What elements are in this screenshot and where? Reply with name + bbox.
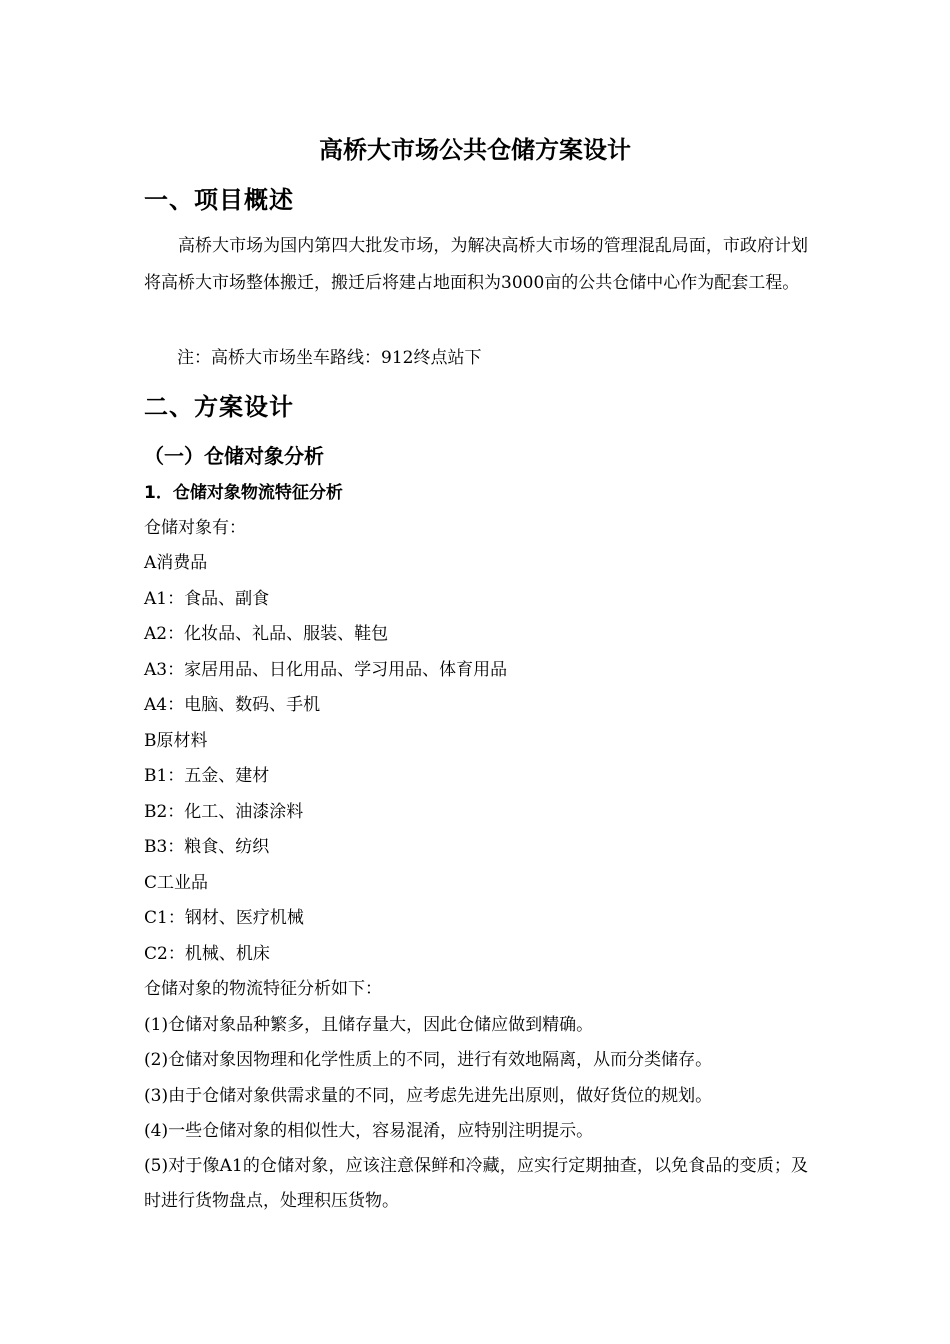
list-item: B原材料: [144, 731, 208, 751]
list-item: C1：钢材、医疗机械: [144, 908, 304, 928]
section-heading-design: 二、方案设计: [144, 393, 294, 421]
list-item: A4：电脑、数码、手机: [144, 695, 321, 715]
list-item: A2：化妆品、礼品、服装、鞋包: [144, 624, 389, 644]
list-item: C工业品: [144, 873, 209, 893]
analysis-item: (4)一些仓储对象的相似性大，容易混淆，应特别注明提示。: [144, 1121, 594, 1141]
route-note: 注：高桥大市场坐车路线：912终点站下: [177, 348, 482, 368]
analysis-item: (1)仓储对象品种繁多，且储存量大，因此仓储应做到精确。: [144, 1015, 594, 1035]
document-title: 高桥大市场公共仓储方案设计: [319, 136, 631, 164]
subsection-heading-storage-object: （一）仓储对象分析: [144, 444, 324, 468]
list-item: A3：家居用品、日化用品、学习用品、体育用品: [144, 660, 508, 680]
analysis-item: (3)由于仓储对象供需求量的不同，应考虑先进先出原则，做好货位的规划。: [144, 1086, 713, 1106]
analysis-item: (2)仓储对象因物理和化学性质上的不同，进行有效地隔离，从而分类储存。: [144, 1050, 713, 1070]
list-item: B2：化工、油漆涂料: [144, 802, 304, 822]
list-item: A消费品: [144, 553, 208, 573]
analysis-intro: 仓储对象的物流特征分析如下：: [144, 979, 382, 999]
items-intro: 仓储对象有：: [144, 518, 246, 538]
list-item: B1：五金、建材: [144, 766, 270, 786]
list-item: B3：粮食、纺织: [144, 837, 270, 857]
list-item: C2：机械、机床: [144, 944, 270, 964]
list-item: A1：食品、副食: [144, 589, 270, 609]
analysis-item: (5)对于像A1的仓储对象，应该注意保鲜和冷藏，应实行定期抽查，以免食品的变质；及时进行货物盘点，处理积压货物。: [144, 1156, 808, 1211]
section-heading-overview: 一、项目概述: [144, 186, 294, 214]
subsubsection-heading-logistics: 1．仓储对象物流特征分析: [144, 483, 343, 503]
overview-paragraph: 高桥大市场为国内第四大批发市场，为解决高桥大市场的管理混乱局面，市政府计划将高桥大市场整体搬迁，搬迁后将建占地面积为3000亩的公共仓储中心作为配套工程。: [144, 236, 808, 293]
